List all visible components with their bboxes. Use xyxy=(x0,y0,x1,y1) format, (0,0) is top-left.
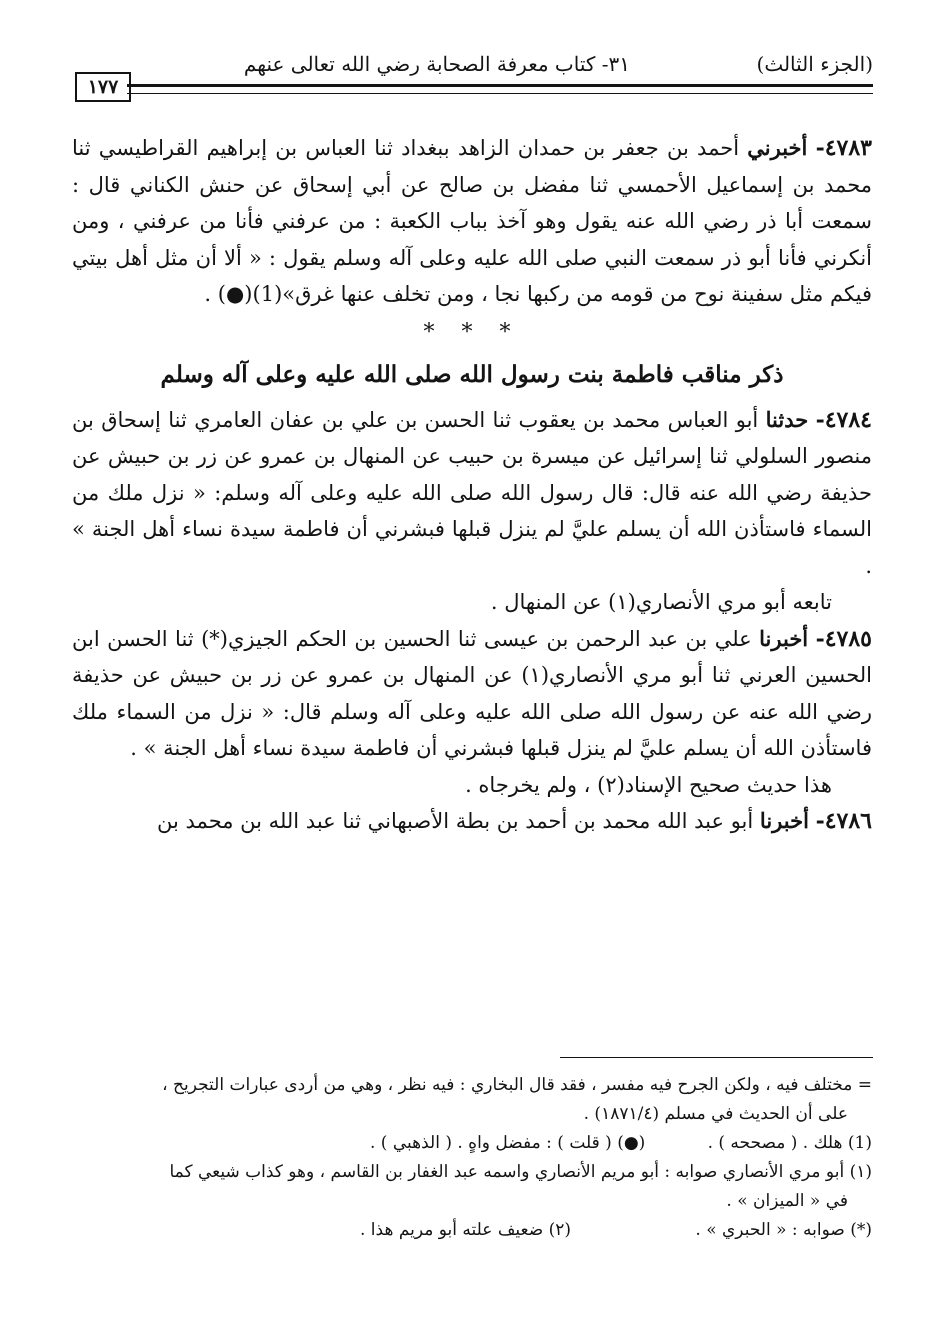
book-title: ٣١- كتاب معرفة الصحابة رضي الله تعالى عنهم xyxy=(243,52,630,76)
footnote-1b: (●) ( قلت ) : مفضل واهٍ . ( الذهبي ) . xyxy=(370,1133,646,1153)
footnote-row-1 xyxy=(70,1129,872,1158)
footnote-2: (١) أبو مري الأنصاري صوابه : أبو مريم الأنصاري واسمه عبد الغفار بن القاسم ، وهو كذاب شيعي كما xyxy=(169,1162,872,1182)
hadith-text: أحمد بن جعفر بن حمدان الزاهد ببغداد ثنا العباس بن إبراهيم القراطيسي ثنا محمد بن إسماعيل الأحمسي ثنا مفضل بن صالح عن أبي إسحاق عن حنش الكناني قال : سمعت أبا ذر رضي الله عنه يقول وهو آخذ بباب الكعبة : من عرفني فأنا من عرفني ، ومن أنكرني فأنا أبو ذر سمعت النبي صلى الله عليه وعلى آله وسلم يقول : « ألا أن مثل أهل بيتي فيكم مثل سفينة نوح من قومه من ركبها نجا ، ومن تخلف عنها غرق»(1)(●) . xyxy=(72,136,872,306)
page-number: ١٧٧ xyxy=(75,72,131,102)
hadith-number: ٤٧٨٣- xyxy=(815,135,872,161)
hadith-4784 xyxy=(72,402,872,585)
volume-label: (الجزء الثالث) xyxy=(756,52,873,76)
hadith-4785 xyxy=(72,621,872,767)
section-divider-stars: * * * xyxy=(423,319,521,345)
footnote-row-3 xyxy=(70,1216,872,1245)
footnotes xyxy=(70,1071,872,1245)
hadith-4784-note: تابعه أبو مري الأنصاري(١) عن المنهال . xyxy=(490,590,832,614)
hadith-text: أبو العباس محمد بن يعقوب ثنا الحسن بن علي بن عفان العامري ثنا إسحاق بن منصور السلولي ثنا إسرائيل عن ميسرة بن حبيب عن المنهال بن عمرو عن زر بن حبيش عن حذيفة رضي الله عنه قال: قال رسول الله صلى الله عليه وعلى آله وسلم: « نزل ملك من السماء فاستأذن الله أن يسلم عليَّ لم ينزل قبلها فبشرني أن فاطمة سيدة نساء أهل الجنة » . xyxy=(72,407,872,578)
hadith-lead: أخبرنا xyxy=(759,625,809,651)
hadith-number: ٤٧٨٥- xyxy=(815,625,872,652)
header-rule-thick xyxy=(127,84,873,87)
hadith-4785-note: هذا حديث صحيح الإسناد(٢) ، ولم يخرجاه . xyxy=(465,772,832,797)
footnote-continued: = مختلف فيه ، ولكن الجرح فيه مفسر ، فقد قال البخاري : فيه نظر ، وهي من أردى عبارات التجريح ، xyxy=(162,1075,872,1095)
main-text xyxy=(72,130,872,840)
footnote-separator xyxy=(560,1057,873,1058)
hadith-lead: حدثنا xyxy=(765,406,809,432)
hadith-lead: أخبرنا xyxy=(759,808,809,833)
header-rule-thin xyxy=(127,93,873,94)
hadith-number: ٤٧٨٦- xyxy=(815,808,872,834)
hadith-number: ٤٧٨٤- xyxy=(815,406,872,433)
footnote-3b: (٢) ضعيف علته أبو مريم هذا . xyxy=(360,1220,571,1240)
footnote-1a: (1) هلك . ( مصححه ) . xyxy=(707,1133,872,1153)
footnote-2-cont: في « الميزان » . xyxy=(726,1191,848,1211)
hadith-4783 xyxy=(72,130,872,313)
hadith-text: علي بن عبد الرحمن بن عيسى ثنا الحسين بن الحكم الجيزي(*) ثنا الحسن ابن الحسين العرني ثنا أبو مري الأنصاري(١) عن المنهال بن عمرو عن زر بن حبيش عن حذيفة رضي الله عنه عن رسول الله صلى الله عليه وعلى آله وسلم قال: « نزل من السماء ملك فاستأذن الله أن يسلم عليَّ لم ينزل قبلها فبشرني أن فاطمة سيدة نساء أهل الجنة » . xyxy=(72,626,873,760)
section-heading: ذكر مناقب فاطمة بنت رسول الله صلى الله عليه وعلى آله وسلم xyxy=(160,361,784,388)
footnote-3a: (*) صوابه : « الحبري » . xyxy=(695,1220,872,1240)
hadith-lead: أخبرني xyxy=(747,135,808,160)
hadith-text: أبو عبد الله محمد بن أحمد بن بطة الأصبهاني ثنا عبد الله بن محمد بن xyxy=(157,809,760,833)
footnote-continued-line2: على أن الحديث في مسلم (١٨٧١/٤) . xyxy=(583,1104,848,1124)
hadith-4786 xyxy=(72,803,872,840)
